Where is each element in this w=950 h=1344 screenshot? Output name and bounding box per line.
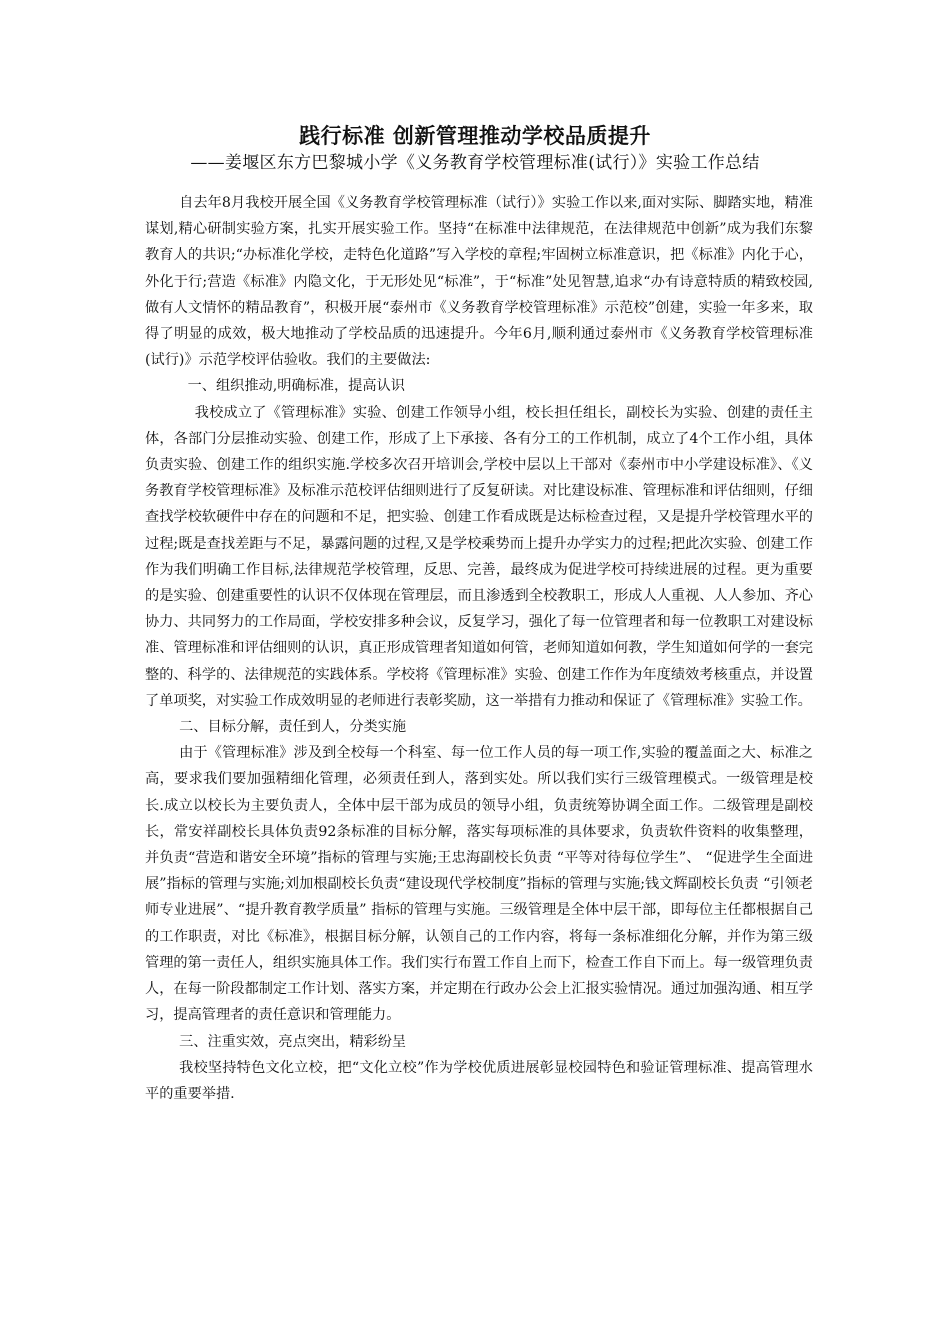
section-2-paragraph: 由于《管理标准》涉及到全校每一个科室、每一位工作人员的每一项工作,实验的覆盖面之大、标准之高，要求我们要加强精细化管理，必须责任到人，落到实处。所以我们实行三级管理模式。一级管理是校长.成立以校长为主要负责人，全体中层干部为成员的领导小组，负责统筹协调全面工作。二级管理是副校长，常安祥副校长具体负责92条标准的目标分解，落实每项标准的具体要求，负责软件资料的收集整理，并负责“营造和谐安全环境”指标的管理与实施;王忠海副校长负责 “平等对待每位学生”、 “促进学生全面进展”指标的管理与实施;刘加根副校长负责“建设现代学校制度”指标的管理与实施;钱文辉副校长负责 “引领老师专业进展”、“提升教育教学质量” 指标的管理与实施。三级管理是全体中层干部，即每位主任都根据自己的工作职责，对比《标准》，根据目标分解，认领自己的工作内容，将每一条标准细化分解，并作为第三级管理的第一责任人，组织实施具体工作。我们实行布置工作自上而下，检查工作自下而上。每一级管理负责人，在每一阶段都制定工作计划、落实方案，并定期在行政办公会上汇报实验情况。通过加强沟通、相互学习，提高管理者的责任意识和管理能力。: [145, 745, 813, 1024]
section-3-paragraph: 我校坚持特色文化立校，把“文化立校”作为学校优质进展彰显校园特色和验证管理标准、提高管理水平的重要举措.: [145, 1059, 813, 1102]
section-1-paragraph: 我校成立了《管理标准》实验、创建工作领导小组，校长担任组长，副校长为实验、创建的责任主体，各部门分层推动实验、创建工作，形成了上下承接、各有分工的工作机制，成立了4个工作小组，具体负责实验、创建工作的组织实施.学校多次召开培训会,学校中层以上干部对《泰州市中小学建设标准》、《义务教育学校管理标准》及标准示范校评估细则进行了反复研读。对比建设标准、管理标准和评估细则，仔细查找学校软硬件中存在的问题和不足，把实验、创建工作看成既是达标检查过程，又是提升学校管理水平的过程;既是查找差距与不足，暴露问题的过程,又是学校乘势而上提升办学实力的过程;把此次实验、创建工作作为我们明确工作目标,法律规范学校管理，反思、完善，最终成为促进学校可持续进展的过程。更为重要的是实验、创建重要性的认识不仅体现在管理层，而且渗透到全校教职工，形成人人重视、人人参加、齐心协力、共同努力的工作局面，学校安排多种会议，反复学习，强化了每一位管理者和每一位教职工对建设标准、管理标准和评估细则的认识，真正形成管理者知道如何管，老师知道如何教，学生知道如何学的一套完整的、科学的、法律规范的实践体系。学校将《管理标准》实验、创建工作作为年度绩效考核重点，并设置了单项奖，对实验工作成效明显的老师进行表彰奖励，这一举措有力推动和保证了《管理标准》实验工作。: [145, 404, 813, 709]
document-subtitle: ——姜堰区东方巴黎城小学《义务教育学校管理标准(试行）》实验工作总结: [190, 153, 760, 173]
document-body: [145, 190, 813, 1107]
intro-paragraph: 自去年8月我校开展全国《义务教育学校管理标准（试行）》实验工作以来,面对实际、脚踏实地，精准谋划,精心研制实验方案，扎实开展实验工作。坚持“在标准中法律规范，在法律规范中创新”成为我们东黎教育人的共识;“办标准化学校，走特色化道路”写入学校的章程;牢固树立标准意识，把《标准》内化于心，外化于行;营造《标准》内隐文化，于无形处见“标准”，于“标准”处见智慧,追求“办有诗意特质的精致校园,做有人文情怀的精品教育”，积极开展“泰州市《义务教育学校管理标准》示范校”创建，实验一年多来，取得了明显的成效，极大地推动了学校品质的迅速提升。今年6月,顺利通过泰州市《义务教育学校管理标准(试行)》示范学校评估验收。我们的主要做法:: [145, 195, 813, 369]
section-heading-1: 一、组织推动,明确标准，提高认识: [187, 378, 405, 395]
section-heading-3: 三、注重实效，亮点突出，精彩纷呈: [179, 1033, 407, 1050]
document-title: 践行标准 创新管理推动学校品质提升: [299, 123, 651, 148]
section-heading-2: 二、目标分解，责任到人，分类实施: [179, 719, 407, 736]
